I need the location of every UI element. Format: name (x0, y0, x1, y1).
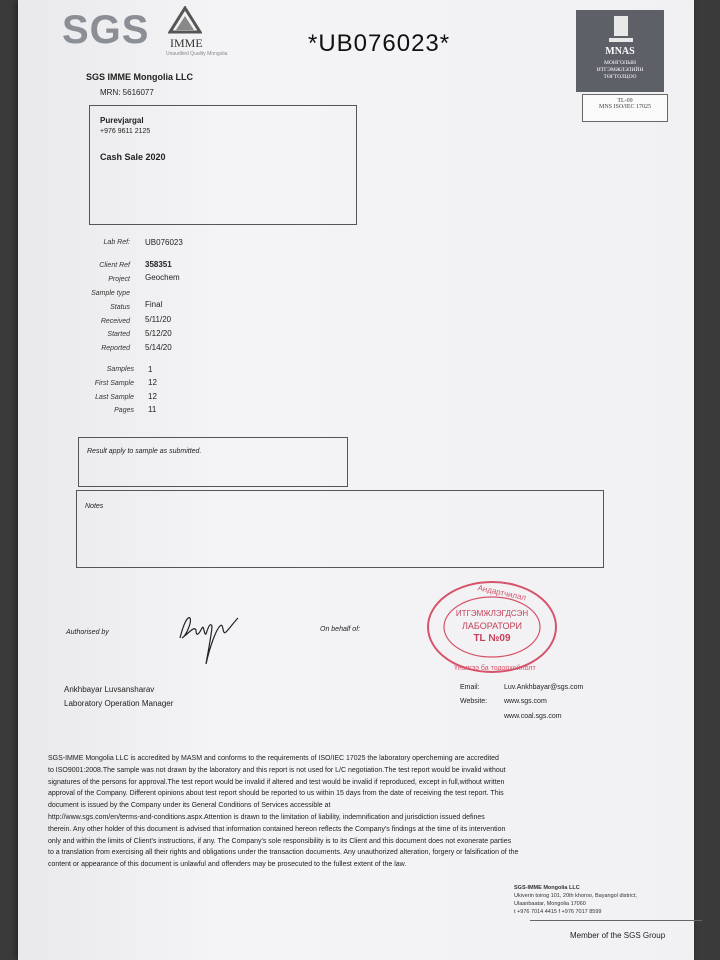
stamp-line3: TL №09 (473, 633, 511, 644)
field-value-first-sample: 12 (148, 378, 157, 387)
company-name: SGS IMME Mongolia LLC (86, 72, 193, 82)
field-value-lab-ref: UB076023 (145, 238, 183, 247)
field-value-project: Geochem (145, 273, 180, 282)
mrn-number: MRN: 5616077 (100, 88, 154, 97)
website-link-coal[interactable]: www.coal.sgs.com (504, 713, 562, 720)
member-sgs-group: Member of the SGS Group (570, 931, 666, 940)
imme-logo-text: IMME (170, 36, 203, 50)
field-value-status: Final (145, 300, 163, 309)
field-value-started: 5/12/20 (145, 329, 172, 338)
notes-box (76, 490, 604, 568)
result-note-box (78, 437, 348, 487)
client-name: Purevjargal (100, 116, 144, 125)
field-value-reported: 5/14/20 (145, 343, 172, 352)
imme-tagline: Unaudited Quality Mongolia (166, 51, 228, 57)
emblem-icon (614, 16, 628, 36)
field-label-lab-ref: Lab Ref: (103, 239, 130, 246)
footer-address-block: SGS-IMME Mongolia LLC Ukiverin toirog 101, 20th khoroo, Bayangol district, Ulaanbaatar, Mongolia 17060 t +976 7014 4415 f +976 7017 8599 (514, 885, 637, 915)
field-label-pages: Pages (114, 407, 134, 414)
client-order: Cash Sale 2020 (100, 152, 166, 162)
client-address-box (89, 105, 357, 225)
field-value-last-sample: 12 (148, 392, 157, 401)
field-value-pages: 11 (148, 405, 157, 414)
notes-label: Notes (85, 503, 104, 510)
sgs-logo: SGS (62, 8, 150, 52)
field-value-received: 5/11/20 (145, 315, 172, 324)
field-value-client-ref: 358351 (145, 260, 172, 269)
svg-text:Үнэлгээ ба тодорхойлолт: Үнэлгээ ба тодорхойлолт (454, 665, 536, 672)
on-behalf-of-label: On behalf of: (320, 626, 361, 633)
field-label-client-ref: Client Ref (99, 262, 130, 269)
footer-divider (530, 920, 702, 921)
field-label-samples: Samples (106, 366, 134, 373)
svg-text:Андартчилал: Андартчилал (476, 583, 527, 603)
signature-image (176, 602, 242, 668)
stamp-line1: ИТГЭМЖЛЭГДСЭН (455, 609, 529, 618)
email-link[interactable]: Luv.Ankhbayar@sgs.com (504, 684, 584, 691)
field-label-first-sample: First Sample (94, 380, 134, 387)
report-reference-code: *UB076023* (308, 30, 451, 57)
client-phone: +976 9611 2125 (100, 128, 151, 135)
stamp-line2: ЛАБОРАТОРИ (462, 621, 522, 631)
report-page (18, 0, 694, 960)
result-note-text: Result apply to sample as submitted. (87, 448, 202, 455)
legal-disclaimer: SGS-IMME Mongolia LLC is accredited by MASM and conforms to the requirements of ISO/IEC 17025 the laboratory opercheming are accredited to ISO9001:2008.The sample was not drawn by the laboratory and this report is not used for L/C negotiation.The test report would be invalid without signatures of the persons for approval.The test report would be invalid if altered and test would be invalid if reproduced, except in full,without written approval of the Company. Different opinions about test report should be reported to us within 15 days from the date of receiving the test report. This document is issued by the Company under its General Conditions of Services accessible at http://www.sgs.com/en/terms-and-conditions.aspx.Attention is drawn to the limitation of liability, indemnification and jurisdiction issued defines therein. Any other holder of this document is advised that information contained hereon reflects the Company's findings at the time of its intervention only and within the limits of Client's instructions, if any. The Company's sole responsibility is to its Client and this document does not exonerate parties to a translation from exercising all their rights and obligations under the transaction documents. Any unauthorized alteration, forgery or falsification of the content or appearance of this document is unlawful and offenders may be prosecuted to the fullest extent of the law. (48, 755, 519, 869)
mnas-accreditation-logo: MNAS МОНГОЛЫН ИТГЭМЖЛЭЛИЙН ТӨГТОЛЦОО (576, 10, 664, 92)
signer-title: Laboratory Operation Manager (64, 699, 174, 708)
signer-name: Ankhbayar Luvsansharav (64, 685, 155, 694)
field-label-status: Status (110, 304, 130, 311)
field-label-reported: Reported (101, 345, 130, 352)
field-label-last-sample: Last Sample (95, 394, 134, 401)
field-label-received: Received (100, 318, 130, 325)
field-value-samples: 1 (148, 365, 153, 374)
mnas-accreditation-number: TL-09 MNS ISO/IEC 17025 (582, 94, 668, 122)
field-label-sample-type: Sample type (91, 290, 130, 297)
field-label-project: Project (108, 276, 130, 283)
laboratory-stamp (426, 580, 558, 674)
website-link-sgs[interactable]: www.sgs.com (504, 698, 547, 705)
email-label: Email: (460, 684, 480, 691)
field-label-started: Started (107, 331, 130, 338)
authorised-by-label: Authorised by (66, 629, 109, 636)
website-label: Website: (460, 698, 488, 705)
imme-mountain-icon (168, 6, 202, 34)
